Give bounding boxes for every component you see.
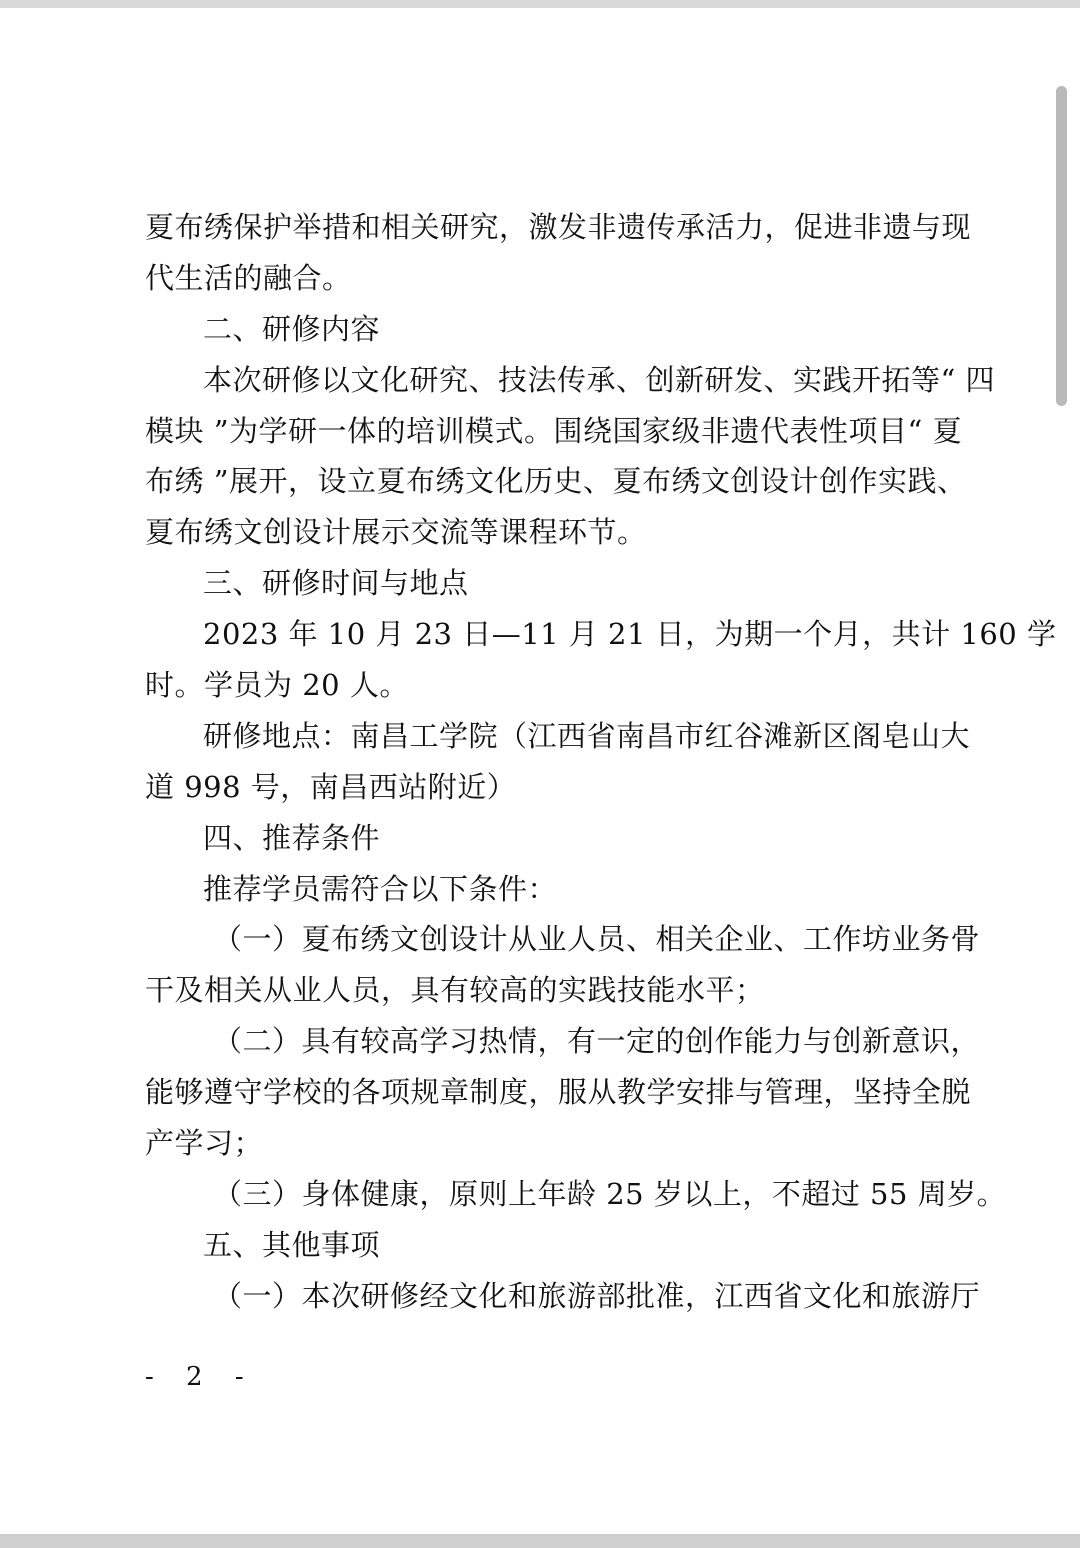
- body-line: 研修地点：南昌工学院（江西省南昌市红谷滩新区阁皂山大: [203, 718, 971, 753]
- list-item: （一）夏布绣文创设计从业人员、相关企业、工作坊业务骨: [213, 922, 981, 957]
- body-line: 产学习；: [145, 1126, 264, 1161]
- list-item: （二）具有较高学习热情，有一定的创作能力与创新意识，: [213, 1024, 981, 1059]
- body-line: 夏布绣文创设计展示交流等课程环节。: [145, 515, 647, 550]
- body-line: 代生活的融合。: [145, 260, 352, 295]
- body-line: 推荐学员需符合以下条件：: [203, 871, 558, 906]
- body-line: 干及相关从业人员，具有较高的实践技能水平；: [145, 973, 765, 1008]
- body-line: 模块 ”为学研一体的培训模式。围绕国家级非遗代表性项目“ 夏: [145, 413, 963, 448]
- section-heading: 四、推荐条件: [203, 820, 381, 855]
- scrollbar-thumb[interactable]: [1056, 86, 1067, 406]
- body-line: 夏布绣保护举措和相关研究，激发非遗传承活力，促进非遗与现: [145, 210, 972, 244]
- body-line: 时。学员为 20 人。: [145, 668, 409, 703]
- body-line: 2023 年 10 月 23 日—11 月 21 日，为期一个月，共计 160 学: [203, 617, 1057, 652]
- page-number: - 2 -: [145, 1362, 256, 1392]
- section-heading: 二、研修内容: [203, 311, 381, 346]
- body-line: 本次研修以文化研究、技法传承、创新研发、实践开拓等“ 四: [203, 362, 996, 397]
- body-line: 能够遵守学校的各项规章制度，服从教学安排与管理，坚持全脱: [145, 1075, 972, 1110]
- section-heading: 三、研修时间与地点: [203, 566, 469, 601]
- list-item: （一）本次研修经文化和旅游部批准，江西省文化和旅游厅: [213, 1278, 981, 1313]
- body-line: 布绣 ”展开，设立夏布绣文化历史、夏布绣文创设计创作实践、: [145, 464, 967, 499]
- bottom-edge-bar: [0, 1534, 1080, 1548]
- body-line: 道 998 号，南昌西站附近）: [145, 769, 517, 804]
- list-item: （三）身体健康，原则上年龄 25 岁以上，不超过 55 周岁。: [213, 1176, 1007, 1211]
- top-edge-bar: [0, 0, 1080, 8]
- section-heading: 五、其他事项: [203, 1227, 381, 1262]
- document-body: [145, 202, 1057, 1322]
